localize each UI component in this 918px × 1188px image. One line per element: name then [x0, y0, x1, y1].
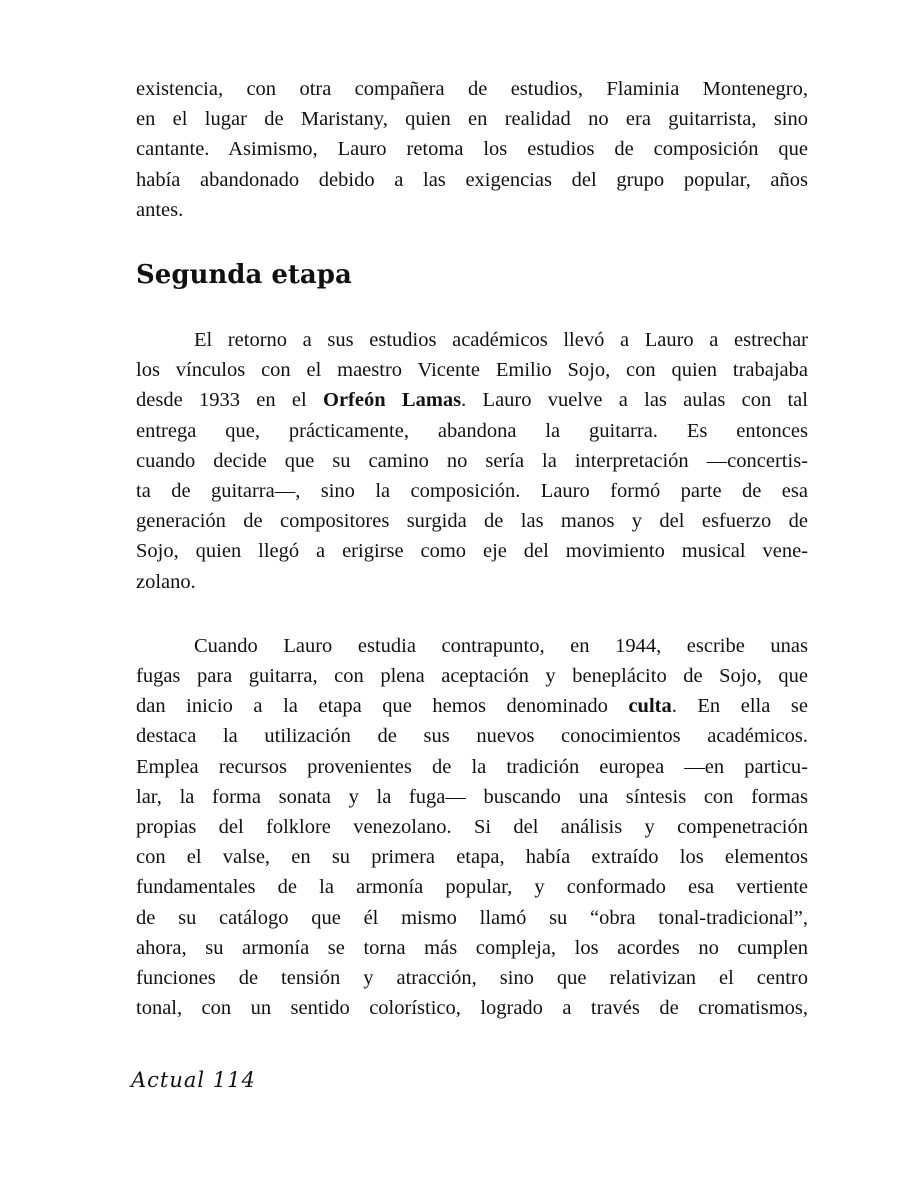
paragraph-continuation: [136, 74, 808, 225]
text-line: con el valse, en su primera etapa, había extraído los elementos: [136, 846, 808, 869]
text-line: destaca la utilización de sus nuevos conocimientos académicos.: [136, 725, 808, 748]
text-line: cuando decide que su camino no sería la interpretación —concertis-: [136, 449, 808, 472]
text-line: lar, la forma sonata y la fuga— buscando una síntesis con formas: [136, 785, 808, 808]
text-line: [136, 691, 808, 721]
section-heading: Segunda etapa: [136, 260, 352, 291]
text-line: fugas para guitarra, con plena aceptación y beneplácito de Sojo, que: [136, 665, 808, 688]
text-line: ahora, su armonía se torna más compleja, los acordes no cumplen: [136, 936, 808, 959]
text-line: los vínculos con el maestro Vicente Emilio Sojo, con quien trabajaba: [136, 359, 808, 382]
text-line: Cuando Lauro estudia contrapunto, en 1944, escribe unas: [194, 634, 808, 657]
text-line: de su catálogo que él mismo llamó su “obra tonal-tradicional”,: [136, 906, 808, 929]
text-line: El retorno a sus estudios académicos llevó a Lauro a estrechar: [194, 329, 808, 352]
text-run: desde 1933 en el: [136, 389, 323, 412]
page-footer: Actual 114: [131, 1068, 256, 1092]
text-line: [136, 385, 808, 415]
text-line: tonal, con un sentido colorístico, logrado a través de cromatismos,: [136, 997, 808, 1020]
text-line: propias del folklore venezolano. Si del análisis y compenetración: [136, 816, 808, 839]
emphasis-culta: culta: [628, 695, 672, 718]
text-line: entrega que, prácticamente, abandona la guitarra. Es entonces: [136, 419, 808, 442]
text-line: existencia, con otra compañera de estudios, Flaminia Montenegro,: [136, 78, 808, 100]
text-line: fundamentales de la armonía popular, y conformado esa vertiente: [136, 876, 808, 899]
paragraph-etapa-culta: [136, 631, 808, 1024]
text-line: cantante. Asimismo, Lauro retoma los estudios de composición que: [136, 138, 808, 161]
text-line: ta de guitarra—, sino la composición. Lauro formó parte de esa: [136, 480, 808, 503]
text-run: dan inicio a la etapa que hemos denominado: [136, 695, 629, 718]
text-line: generación de compositores surgida de las manos y del esfuerzo de: [136, 510, 808, 533]
text-line: había abandonado debido a las exigencias del grupo popular, años: [136, 168, 808, 191]
text-line: Emplea recursos provenientes de la tradición europea —en particu-: [136, 755, 808, 778]
text-run: . En ella se: [671, 695, 808, 718]
text-line: Sojo, quien llegó a erigirse como eje del movimiento musical vene-: [136, 540, 808, 563]
emphasis-orfeon-lamas: Orfeón Lamas: [323, 389, 462, 412]
text-line: funciones de tensión y atracción, sino que relativizan el centro: [136, 967, 808, 990]
text-run: . Lauro vuelve a las aulas con tal: [461, 389, 808, 412]
text-line: en el lugar de Maristany, quien en realidad no era guitarrista, sino: [136, 108, 808, 131]
text-line: antes.: [136, 198, 184, 221]
page-body: [136, 74, 808, 1023]
text-line: zolano.: [136, 570, 196, 593]
paragraph-segunda-etapa: [136, 325, 808, 597]
